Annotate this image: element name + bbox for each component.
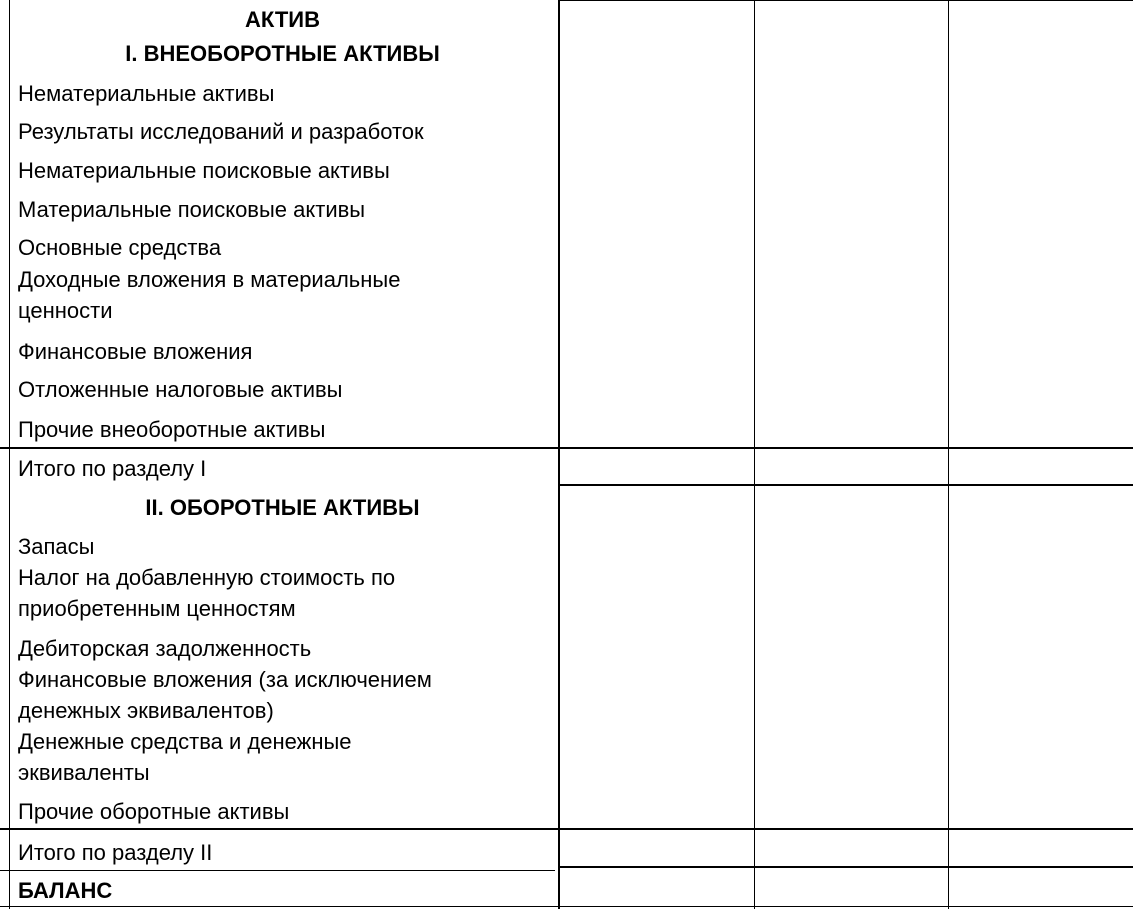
row-separator [0, 870, 555, 871]
total-section-1: Итого по разделу I [18, 456, 207, 481]
total-2-cell-year-2[interactable] [755, 830, 948, 866]
value-cell-year-2[interactable] [755, 1, 948, 447]
row-label: Результаты исследований и разработок [18, 119, 424, 144]
total-section-2: Итого по разделу II [18, 840, 213, 865]
total-1-cell-year-3[interactable] [949, 449, 1133, 484]
row-label: Нематериальные поисковые активы [18, 158, 390, 183]
section-title-active: АКТИВ [244, 7, 320, 32]
row-label: Доходные вложения в материальные [18, 267, 401, 292]
row-label: Прочие оборотные активы [18, 799, 290, 824]
row-label: Финансовые вложения (за исключением [18, 667, 432, 692]
value-cell-year-1[interactable] [560, 1, 754, 447]
balance-label: БАЛАНС [18, 878, 113, 903]
row-label: Отложенные налоговые активы [18, 377, 343, 402]
row-label: Дебиторская задолженность [18, 636, 312, 661]
row-label: ценности [18, 298, 113, 323]
total-2-cell-year-3[interactable] [949, 830, 1133, 866]
row-label: Финансовые вложения [18, 339, 253, 364]
row-label: Запасы [18, 534, 95, 559]
row-label: денежных эквивалентов) [18, 698, 274, 723]
left-border [9, 0, 10, 909]
value-cell-year-1[interactable] [560, 486, 754, 828]
total-2-cell-year-1[interactable] [560, 830, 754, 866]
row-label: Денежные средства и денежные [18, 729, 352, 754]
value-cell-year-2[interactable] [755, 486, 948, 828]
value-cell-year-3[interactable] [949, 486, 1133, 828]
row-label: Основные средства [18, 235, 222, 260]
row-label: Прочие внеоборотные активы [18, 417, 326, 442]
value-cell-year-3[interactable] [949, 1, 1133, 447]
row-label: Налог на добавленную стоимость по [18, 565, 396, 590]
section-subtitle-noncurrent: I. ВНЕОБОРОТНЫЕ АКТИВЫ [125, 41, 440, 66]
balance-cell-year-1[interactable] [560, 868, 754, 906]
row-label: Нематериальные активы [18, 81, 275, 106]
total-1-cell-year-2[interactable] [755, 449, 948, 484]
balance-cell-year-2[interactable] [755, 868, 948, 906]
row-label: приобретенным ценностям [18, 596, 296, 621]
balance-cell-year-3[interactable] [949, 868, 1133, 906]
section-title-current: II. ОБОРОТНЫЕ АКТИВЫ [145, 495, 420, 520]
row-label: Материальные поисковые активы [18, 197, 366, 222]
bottom-border [0, 906, 1133, 907]
row-label: эквиваленты [18, 760, 150, 785]
total-1-cell-year-1[interactable] [560, 449, 754, 484]
